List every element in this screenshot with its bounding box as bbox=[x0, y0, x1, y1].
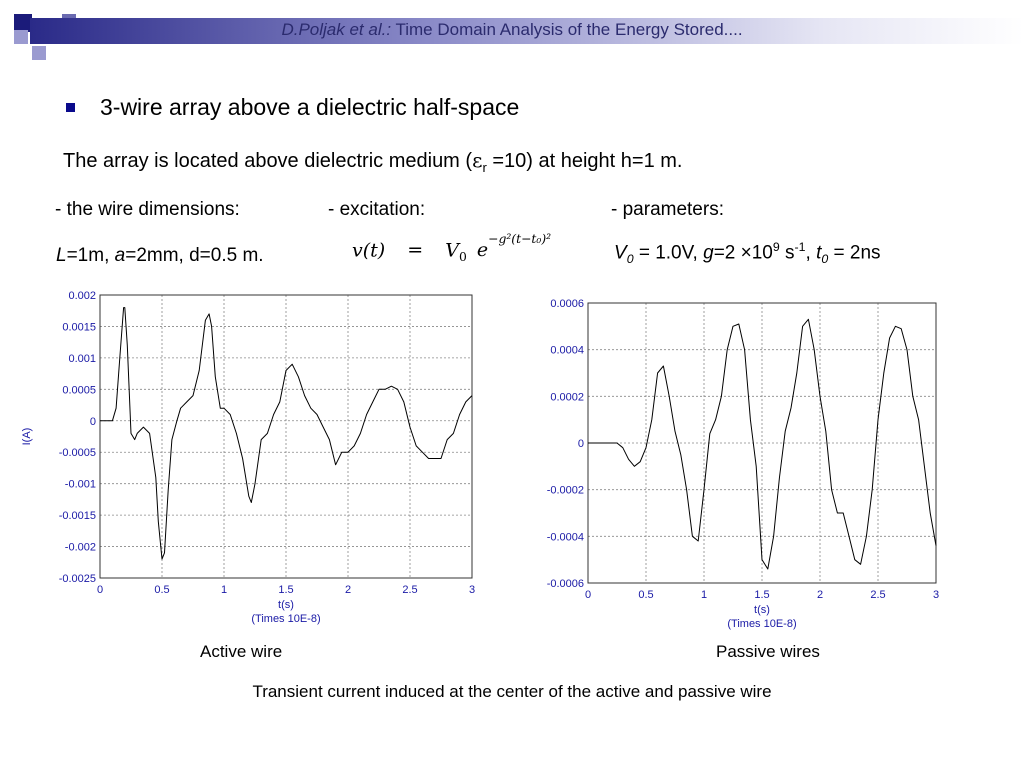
y-tick-label: 0 bbox=[89, 415, 96, 428]
param-g-symbol: g bbox=[703, 242, 714, 264]
y-tick-label: -0.0005 bbox=[58, 447, 96, 460]
x-tick-label: 2.5 bbox=[402, 584, 418, 596]
x-tick-label: 2 bbox=[816, 589, 824, 601]
header-title-text: Time Domain Analysis of the Energy Stored.... bbox=[391, 20, 743, 39]
x-tick-label: 0.5 bbox=[638, 589, 654, 601]
wire-radius-symbol: a bbox=[114, 245, 126, 266]
x-tick-label: 3 bbox=[468, 584, 476, 596]
param-v-symbol: V bbox=[614, 242, 627, 264]
y-tick-label: -0.0004 bbox=[546, 531, 584, 544]
x-axis-label: t(s) bbox=[278, 599, 294, 611]
wire-dimensions-heading: - the wire dimensions: bbox=[55, 199, 240, 220]
param-t-subscript: 0 bbox=[821, 252, 829, 267]
decor-square-5 bbox=[32, 46, 46, 60]
param-v-subscript: 0 bbox=[626, 252, 634, 267]
y-tick-label: 0 bbox=[577, 438, 584, 450]
series-line bbox=[588, 319, 936, 569]
x-tick-label: 2 bbox=[344, 584, 352, 596]
plot-frame bbox=[588, 303, 936, 583]
slide-title bbox=[0, 20, 1024, 40]
param-t-value: = 2ns bbox=[828, 242, 881, 264]
y-tick-label: -0.002 bbox=[64, 541, 96, 554]
param-separator: , bbox=[805, 242, 817, 264]
wire-dimensions-values bbox=[56, 245, 264, 267]
x-tick-label: 0.5 bbox=[154, 584, 170, 596]
param-g-exponent: 9 bbox=[772, 240, 780, 254]
y-tick-label: 0.001 bbox=[68, 352, 96, 365]
description-before: The array is located above dielectric medium ( bbox=[63, 150, 473, 172]
y-tick-label: -0.001 bbox=[64, 478, 96, 491]
param-s-exponent: -1 bbox=[794, 240, 806, 254]
formula-e: e bbox=[476, 239, 489, 262]
x-tick-label: 1.5 bbox=[278, 584, 294, 596]
wire-radius-value: =2mm, d=0.5 m. bbox=[125, 245, 264, 266]
x-tick-label: 0 bbox=[584, 589, 592, 601]
y-tick-label: -0.0002 bbox=[546, 484, 584, 497]
y-tick-label: 0.0002 bbox=[550, 391, 584, 404]
x-axis-sublabel: (Times 10E-8) bbox=[251, 613, 321, 625]
wire-length-symbol: L bbox=[56, 245, 67, 266]
x-tick-label: 3 bbox=[932, 589, 940, 601]
param-s-unit: s bbox=[779, 242, 795, 264]
x-tick-label: 1.5 bbox=[754, 589, 770, 601]
plot-frame bbox=[100, 295, 472, 578]
x-axis-label: t(s) bbox=[754, 604, 770, 616]
header-authors: D.Poljak et al.: bbox=[281, 20, 392, 39]
formula-v-subscript: 0 bbox=[458, 250, 467, 265]
y-tick-label: 0.0004 bbox=[550, 344, 584, 357]
y-axis-label: I(A) bbox=[21, 427, 33, 446]
y-tick-label: -0.0015 bbox=[58, 510, 96, 523]
y-tick-label: 0.0006 bbox=[550, 298, 584, 310]
epsilon-symbol: ε bbox=[472, 148, 483, 172]
x-tick-label: 2.5 bbox=[870, 589, 886, 601]
figure-caption: Transient current induced at the center of the active and passive wire bbox=[252, 682, 772, 701]
excitation-formula bbox=[352, 232, 552, 265]
array-description bbox=[63, 148, 682, 175]
y-tick-label: -0.0006 bbox=[546, 578, 584, 590]
x-tick-label: 1 bbox=[220, 584, 228, 596]
series-line bbox=[100, 308, 472, 559]
epsilon-subscript: r bbox=[482, 160, 487, 175]
bullet-square-icon bbox=[66, 103, 75, 112]
y-tick-label: 0.0005 bbox=[62, 384, 96, 397]
formula-v: V bbox=[445, 239, 459, 262]
y-tick-label: 0.0015 bbox=[62, 321, 96, 334]
excitation-heading: - excitation: bbox=[328, 199, 426, 220]
bullet-text: 3-wire array above a dielectric half-space bbox=[100, 94, 520, 120]
parameter-values bbox=[614, 240, 881, 266]
wire-length-value: =1m, bbox=[66, 245, 115, 266]
x-tick-label: 0 bbox=[96, 584, 104, 596]
active-wire-caption: Active wire bbox=[200, 642, 283, 661]
formula-exponent: −g²(t−t₀)² bbox=[488, 232, 552, 246]
param-g-value: =2 ×10 bbox=[713, 242, 773, 264]
x-tick-label: 1 bbox=[700, 589, 708, 601]
y-tick-label: -0.0025 bbox=[58, 573, 96, 585]
formula-lhs: v(t) bbox=[352, 239, 386, 262]
parameters-heading: - parameters: bbox=[611, 199, 724, 220]
passive-wires-caption: Passive wires bbox=[716, 642, 820, 661]
param-t-symbol: t bbox=[816, 242, 822, 264]
param-v-value: = 1.0V, bbox=[633, 242, 704, 264]
description-after: =10) at height h=1 m. bbox=[486, 150, 683, 172]
formula-equals: = bbox=[407, 239, 424, 262]
x-axis-sublabel: (Times 10E-8) bbox=[727, 618, 797, 630]
y-tick-label: 0.002 bbox=[68, 290, 96, 302]
